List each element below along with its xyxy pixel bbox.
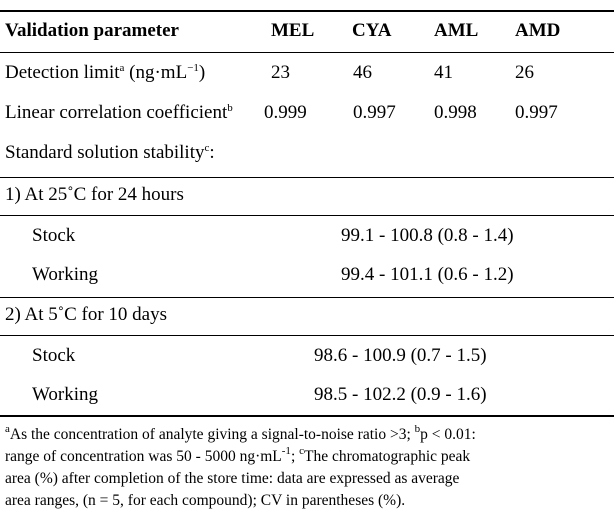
footnote-range-text: range of concentration was 50 - 5000 ng·mL [5, 448, 282, 465]
footnote-line-4: area ranges, (n = 5, for each compound); CV in parentheses (%). [5, 492, 406, 509]
footnote-line-1 [5, 424, 609, 446]
detection-footnote-mark: a [119, 62, 125, 74]
table-footnote [5, 424, 609, 512]
header-col-cya: CYA [352, 20, 392, 41]
cond1-working-value: 99.4 - 101.1 (0.6 - 1.2) [341, 264, 514, 285]
stability-label-text: Standard solution stability [5, 142, 205, 163]
footnote-unit-exponent: -1 [281, 445, 291, 457]
footnote-b-text: p < 0.01: [420, 426, 476, 443]
cond2-stock-label: Stock [32, 345, 76, 366]
detection-unit-text: (ng·mL [124, 62, 188, 83]
stability-footnote-mark: c [204, 142, 210, 154]
stability-colon: : [209, 142, 215, 163]
table-bottom-rule [0, 415, 614, 417]
header-rule [0, 52, 614, 53]
footnote-line-2 [5, 446, 609, 468]
detection-value-amd: 26 [515, 62, 534, 83]
cond1-stock-value: 99.1 - 100.8 (0.8 - 1.4) [341, 225, 514, 246]
stability-heading [5, 142, 215, 164]
footnote-a-text: As the concentration of analyte giving a signal-to-noise ratio >3; [9, 426, 415, 443]
linear-value-mel: 0.999 [264, 102, 307, 123]
footnote-separator: ; [290, 448, 300, 465]
footnote-mark-c: c [299, 445, 305, 457]
cond1-stock-label: Stock [32, 225, 76, 246]
linear-label-text: Linear correlation coefficient [5, 102, 228, 123]
footnote-mark-b: b [414, 423, 421, 435]
cond2-bottom-rule [0, 335, 614, 336]
header-col-mel: MEL [271, 20, 315, 41]
linear-value-cya: 0.997 [353, 102, 396, 123]
header-param: Validation parameter [5, 20, 179, 41]
detection-value-mel: 23 [271, 62, 290, 83]
linear-correlation-label [5, 102, 233, 124]
cond1-top-rule [0, 177, 614, 178]
detection-unit-exponent: −1 [187, 62, 199, 74]
detection-value-cya: 46 [353, 62, 372, 83]
detection-label-text: Detection limit [5, 62, 120, 83]
linear-footnote-mark: b [227, 102, 233, 114]
header-col-aml: AML [434, 20, 479, 41]
condition-1-heading: 1) At 25˚C for 24 hours [5, 184, 184, 205]
detection-value-aml: 41 [434, 62, 453, 83]
footnote-c-text: The chromatographic peak [304, 448, 471, 465]
detection-unit-close: ) [198, 62, 206, 83]
cond2-working-value: 98.5 - 102.2 (0.9 - 1.6) [314, 384, 487, 405]
footnote-mark-a: a [5, 423, 10, 435]
detection-limit-label [5, 62, 205, 84]
header-col-amd: AMD [515, 20, 561, 41]
condition-2-heading: 2) At 5˚C for 10 days [5, 304, 168, 325]
cond2-top-rule [0, 297, 614, 298]
cond1-bottom-rule [0, 215, 614, 216]
cond2-stock-value: 98.6 - 100.9 (0.7 - 1.5) [314, 345, 487, 366]
cond2-working-label: Working [32, 384, 99, 405]
linear-value-aml: 0.998 [434, 102, 477, 123]
footnote-line-3: area (%) after completion of the store time: data are expressed as average [5, 470, 460, 487]
linear-value-amd: 0.997 [515, 102, 558, 123]
cond1-working-label: Working [32, 264, 99, 285]
top-rule [0, 10, 614, 12]
